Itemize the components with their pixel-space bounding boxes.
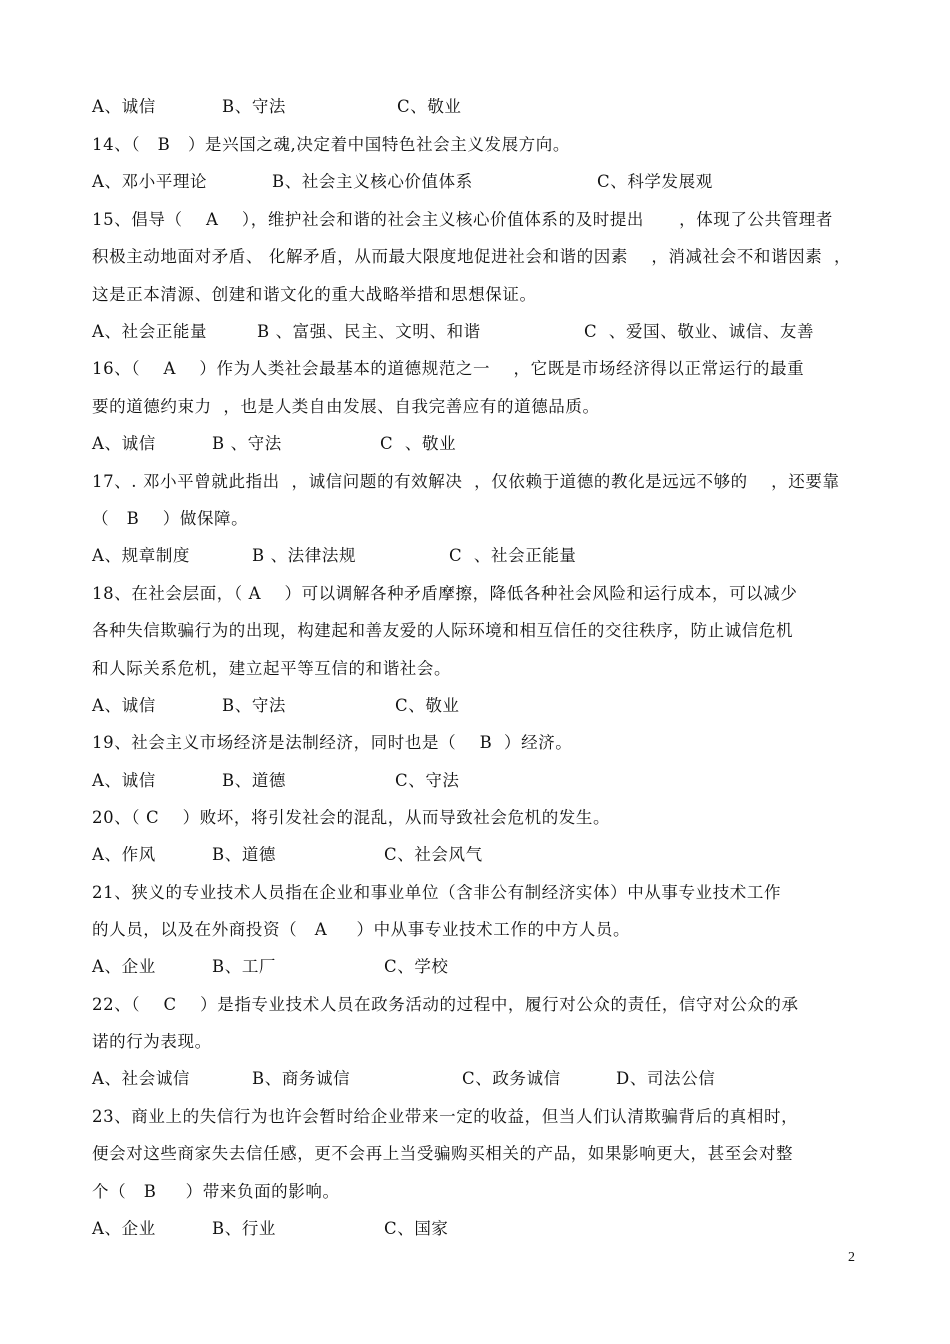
answer-option: C、国家 bbox=[384, 1219, 449, 1238]
answer-options-row bbox=[92, 546, 872, 566]
answer-option: A、社会正能量 bbox=[92, 322, 208, 341]
answer-option: A、诚信 bbox=[92, 696, 156, 715]
answer-option: B、道德 bbox=[222, 771, 287, 790]
question-text-line: 22、（ C ）是指专业技术人员在政务活动的过程中，履行对公众的责任，信守对公众的承 bbox=[92, 995, 799, 1014]
question-text-line: 14、（ B ）是兴国之魂,决定着中国特色社会主义发展方向。 bbox=[92, 135, 570, 154]
answer-option: A、社会诚信 bbox=[92, 1069, 191, 1088]
answer-options-row bbox=[92, 322, 872, 342]
question-text-line: 这是正本清源、创建和谐文化的重大战略举措和思想保证。 bbox=[92, 285, 537, 304]
answer-option: B 、富强、民主、文明、和谐 bbox=[257, 322, 481, 341]
page-number: 2 bbox=[848, 1250, 855, 1265]
question-text-line: 23、商业上的失信行为也许会暂时给企业带来一定的收益，但当人们认清欺骗背后的真相时， bbox=[92, 1107, 799, 1126]
answer-options-row bbox=[92, 696, 872, 716]
answer-option: B、社会主义核心价值体系 bbox=[272, 172, 473, 191]
answer-options-row bbox=[92, 1219, 872, 1239]
answer-option: B、守法 bbox=[222, 696, 287, 715]
question-text-line: 15、倡导（ A ），维护社会和谐的社会主义核心价值体系的及时提出 ，体现了公共管理者 bbox=[92, 210, 833, 229]
answer-option: C 、社会正能量 bbox=[449, 546, 577, 565]
answer-option: B 、法律法规 bbox=[252, 546, 357, 565]
answer-option: D、司法公信 bbox=[616, 1069, 716, 1088]
answer-options-row bbox=[92, 771, 872, 791]
answer-option: B、行业 bbox=[212, 1219, 277, 1238]
answer-option: C、敬业 bbox=[397, 97, 462, 116]
question-text-line: 和人际关系危机，建立起平等互信的和谐社会。 bbox=[92, 659, 452, 678]
question-text-line: 便会对这些商家失去信任感，更不会再上当受骗购买相关的产品，如果影响更大，甚至会对整 bbox=[92, 1144, 794, 1163]
question-text-line: 积极主动地面对矛盾、 化解矛盾，从而最大限度地促进社会和谐的因素 ，消减社会不和谐因素 ， bbox=[92, 247, 852, 266]
answer-option: C、学校 bbox=[384, 957, 449, 976]
question-text-line: （ B ）做保障。 bbox=[92, 509, 249, 528]
answer-option: C 、爱国、敬业、诚信、友善 bbox=[584, 322, 815, 341]
answer-option: C、社会风气 bbox=[384, 845, 483, 864]
question-text-line: 18、在社会层面，（ A ）可以调解各种矛盾摩擦，降低各种社会风险和运行成本，可以减少 bbox=[92, 584, 798, 603]
answer-options-row bbox=[92, 957, 872, 977]
answer-options-row bbox=[92, 1069, 872, 1089]
answer-option: C、守法 bbox=[395, 771, 460, 790]
answer-option: A、诚信 bbox=[92, 97, 156, 116]
answer-option: C、敬业 bbox=[395, 696, 460, 715]
question-text-line: 的人员，以及在外商投资（ A ）中从事专业技术工作的中方人员。 bbox=[92, 920, 631, 939]
answer-options-row bbox=[92, 172, 872, 192]
answer-option: B、守法 bbox=[222, 97, 287, 116]
answer-option: A、诚信 bbox=[92, 771, 156, 790]
answer-option: B、商务诚信 bbox=[252, 1069, 351, 1088]
question-text-line: 17、. 邓小平曾就此指出 ，诚信问题的有效解决 ，仅依赖于道德的教化是远远不够的 ，还要靠 bbox=[92, 472, 840, 491]
answer-option: A、企业 bbox=[92, 957, 156, 976]
question-text-line: 21、狭义的专业技术人员指在企业和事业单位（含非公有制经济实体）中从事专业技术工作 bbox=[92, 883, 782, 902]
question-text-line: 各种失信欺骗行为的出现，构建起和善友爱的人际环境和相互信任的交往秩序，防止诚信危机 bbox=[92, 621, 794, 640]
answer-option: A、企业 bbox=[92, 1219, 156, 1238]
answer-option: A、诚信 bbox=[92, 434, 156, 453]
question-text-line: 20、（ C ）败坏，将引发社会的混乱，从而导致社会危机的发生。 bbox=[92, 808, 611, 827]
question-text-line: 个（ B ）带来负面的影响。 bbox=[92, 1182, 340, 1201]
answer-option: A、规章制度 bbox=[92, 546, 191, 565]
answer-option: A、邓小平理论 bbox=[92, 172, 208, 191]
answer-option: C、科学发展观 bbox=[597, 172, 713, 191]
question-text-line: 16、（ A ）作为人类社会最基本的道德规范之一 ，它既是市场经济得以正常运行的最重 bbox=[92, 359, 805, 378]
answer-option: B、道德 bbox=[212, 845, 277, 864]
answer-option: A、作风 bbox=[92, 845, 156, 864]
answer-option: B、工厂 bbox=[212, 957, 277, 976]
question-text-line: 要的道德约束力 ，也是人类自由发展、自我完善应有的道德品质。 bbox=[92, 397, 600, 416]
answer-option: B 、守法 bbox=[212, 434, 282, 453]
answer-option: C、政务诚信 bbox=[462, 1069, 561, 1088]
answer-options-row bbox=[92, 845, 872, 865]
answer-options-row bbox=[92, 97, 872, 117]
question-text-line: 诺的行为表现。 bbox=[92, 1032, 212, 1051]
question-text-line: 19、社会主义市场经济是法制经济，同时也是（ B ）经济。 bbox=[92, 733, 573, 752]
answer-option: C 、敬业 bbox=[380, 434, 457, 453]
answer-options-row bbox=[92, 434, 872, 454]
